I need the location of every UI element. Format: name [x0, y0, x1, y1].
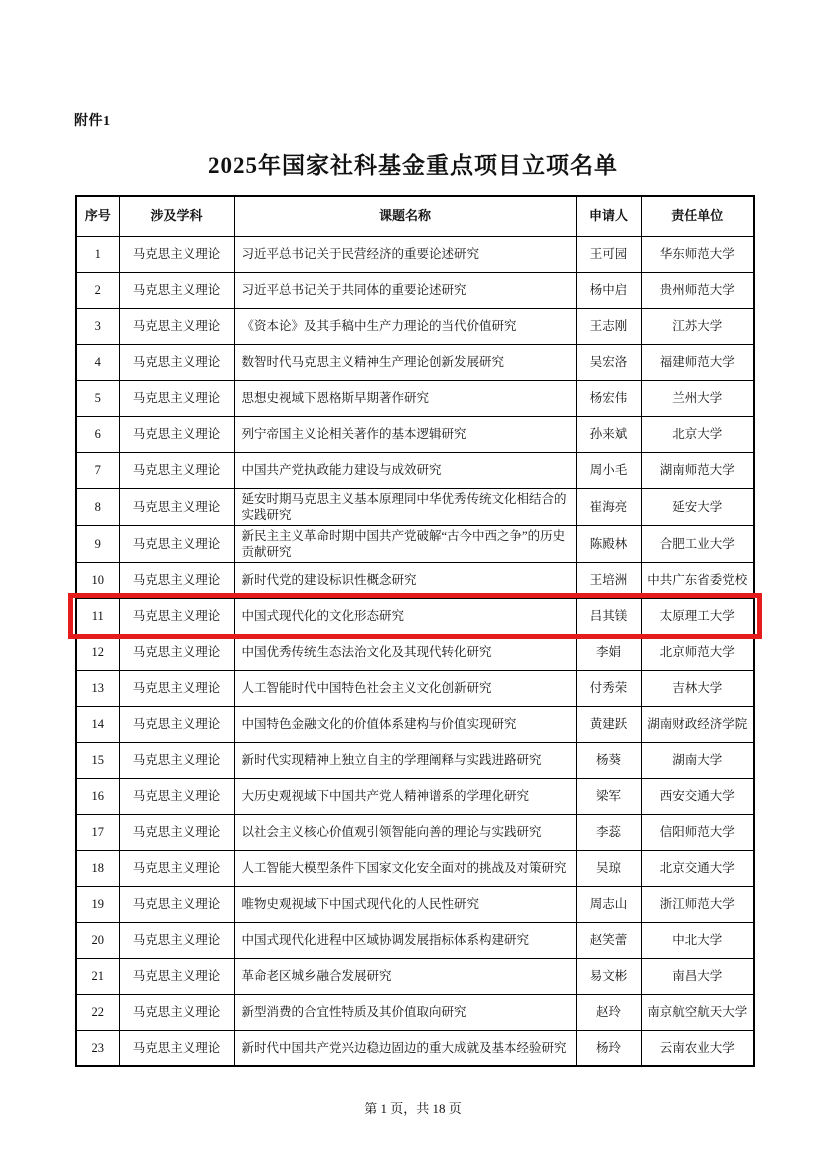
- cell-applicant: 崔海亮: [576, 488, 641, 525]
- col-header-no: 序号: [76, 196, 119, 236]
- cell-topic: 列宁帝国主义论相关著作的基本逻辑研究: [234, 416, 576, 452]
- cell-applicant: 吴宏洛: [576, 344, 641, 380]
- cell-topic: 中国式现代化的文化形态研究: [234, 598, 576, 634]
- cell-no: 5: [76, 380, 119, 416]
- cell-applicant: 吕其镁: [576, 598, 641, 634]
- col-header-applicant: 申请人: [576, 196, 641, 236]
- cell-applicant: 梁军: [576, 778, 641, 814]
- cell-discipline: 马克思主义理论: [119, 452, 234, 488]
- cell-applicant: 陈殿林: [576, 525, 641, 562]
- cell-unit: 云南农业大学: [641, 1030, 754, 1066]
- cell-unit: 北京大学: [641, 416, 754, 452]
- cell-topic: 《资本论》及其手稿中生产力理论的当代价值研究: [234, 308, 576, 344]
- cell-applicant: 孙来斌: [576, 416, 641, 452]
- table-row: [76, 742, 754, 778]
- cell-unit: 北京师范大学: [641, 634, 754, 670]
- table-row: [76, 1030, 754, 1066]
- cell-topic: 新时代党的建设标识性概念研究: [234, 562, 576, 598]
- cell-topic: 数智时代马克思主义精神生产理论创新发展研究: [234, 344, 576, 380]
- cell-no: 6: [76, 416, 119, 452]
- cell-unit: 福建师范大学: [641, 344, 754, 380]
- table-row: [76, 814, 754, 850]
- cell-no: 4: [76, 344, 119, 380]
- cell-unit: 吉林大学: [641, 670, 754, 706]
- table-row: [76, 308, 754, 344]
- cell-applicant: 杨葵: [576, 742, 641, 778]
- cell-no: 10: [76, 562, 119, 598]
- cell-topic: 习近平总书记关于共同体的重要论述研究: [234, 272, 576, 308]
- table-row: [76, 634, 754, 670]
- cell-discipline: 马克思主义理论: [119, 634, 234, 670]
- cell-discipline: 马克思主义理论: [119, 670, 234, 706]
- cell-discipline: 马克思主义理论: [119, 886, 234, 922]
- cell-unit: 兰州大学: [641, 380, 754, 416]
- cell-discipline: 马克思主义理论: [119, 742, 234, 778]
- attachment-label: 附件1: [74, 114, 111, 129]
- table-row: [76, 850, 754, 886]
- cell-applicant: 李娟: [576, 634, 641, 670]
- cell-topic: 人工智能大模型条件下国家文化安全面对的挑战及对策研究: [234, 850, 576, 886]
- projects-table: [75, 195, 755, 1067]
- cell-no: 20: [76, 922, 119, 958]
- cell-topic: 中国式现代化进程中区域协调发展指标体系构建研究: [234, 922, 576, 958]
- cell-unit: 太原理工大学: [641, 598, 754, 634]
- cell-discipline: 马克思主义理论: [119, 525, 234, 562]
- cell-no: 7: [76, 452, 119, 488]
- table-row: [76, 994, 754, 1030]
- table-row: [76, 922, 754, 958]
- cell-topic: 新型消费的合宜性特质及其价值取向研究: [234, 994, 576, 1030]
- cell-topic: 新时代中国共产党兴边稳边固边的重大成就及基本经验研究: [234, 1030, 576, 1066]
- cell-topic: 唯物史观视域下中国式现代化的人民性研究: [234, 886, 576, 922]
- cell-applicant: 付秀荣: [576, 670, 641, 706]
- cell-applicant: 周小毛: [576, 452, 641, 488]
- col-header-topic: 课题名称: [234, 196, 576, 236]
- cell-applicant: 李蕊: [576, 814, 641, 850]
- cell-unit: 浙江师范大学: [641, 886, 754, 922]
- cell-topic: 思想史视域下恩格斯早期著作研究: [234, 380, 576, 416]
- cell-unit: 西安交通大学: [641, 778, 754, 814]
- table-row: [76, 670, 754, 706]
- cell-discipline: 马克思主义理论: [119, 706, 234, 742]
- cell-topic: 习近平总书记关于民营经济的重要论述研究: [234, 236, 576, 272]
- cell-no: 13: [76, 670, 119, 706]
- cell-no: 2: [76, 272, 119, 308]
- cell-topic: 中国特色金融文化的价值体系建构与价值实现研究: [234, 706, 576, 742]
- table-row: [76, 488, 754, 525]
- cell-applicant: 杨宏伟: [576, 380, 641, 416]
- table-row: [76, 958, 754, 994]
- table-header-row: [76, 196, 754, 236]
- cell-applicant: 王志刚: [576, 308, 641, 344]
- cell-discipline: 马克思主义理论: [119, 958, 234, 994]
- table-row: [76, 562, 754, 598]
- table-row: [76, 380, 754, 416]
- cell-no: 18: [76, 850, 119, 886]
- table-row: [76, 416, 754, 452]
- table-row: [76, 272, 754, 308]
- cell-no: 14: [76, 706, 119, 742]
- cell-discipline: 马克思主义理论: [119, 814, 234, 850]
- cell-unit: 湖南大学: [641, 742, 754, 778]
- cell-unit: 华东师范大学: [641, 236, 754, 272]
- cell-no: 9: [76, 525, 119, 562]
- cell-discipline: 马克思主义理论: [119, 344, 234, 380]
- cell-applicant: 王可园: [576, 236, 641, 272]
- col-header-discipline: 涉及学科: [119, 196, 234, 236]
- cell-unit: 中共广东省委党校: [641, 562, 754, 598]
- cell-discipline: 马克思主义理论: [119, 488, 234, 525]
- table-row: [76, 344, 754, 380]
- cell-no: 16: [76, 778, 119, 814]
- cell-discipline: 马克思主义理论: [119, 850, 234, 886]
- page-title: 2025年国家社科基金重点项目立项名单: [208, 153, 618, 178]
- cell-topic: 中国优秀传统生态法治文化及其现代转化研究: [234, 634, 576, 670]
- cell-no: 17: [76, 814, 119, 850]
- page-footer: 第 1 页，共 18 页: [364, 1101, 462, 1116]
- cell-no: 3: [76, 308, 119, 344]
- cell-topic: 延安时期马克思主义基本原理同中华优秀传统文化相结合的实践研究: [234, 488, 576, 525]
- cell-applicant: 易文彬: [576, 958, 641, 994]
- cell-applicant: 黄建跃: [576, 706, 641, 742]
- cell-discipline: 马克思主义理论: [119, 416, 234, 452]
- cell-unit: 中北大学: [641, 922, 754, 958]
- cell-discipline: 马克思主义理论: [119, 994, 234, 1030]
- cell-discipline: 马克思主义理论: [119, 272, 234, 308]
- cell-discipline: 马克思主义理论: [119, 562, 234, 598]
- cell-unit: 南京航空航天大学: [641, 994, 754, 1030]
- cell-discipline: 马克思主义理论: [119, 922, 234, 958]
- cell-unit: 延安大学: [641, 488, 754, 525]
- table-row: [76, 525, 754, 562]
- cell-topic: 革命老区城乡融合发展研究: [234, 958, 576, 994]
- cell-no: 23: [76, 1030, 119, 1066]
- cell-applicant: 王培洲: [576, 562, 641, 598]
- cell-no: 15: [76, 742, 119, 778]
- cell-unit: 信阳师范大学: [641, 814, 754, 850]
- cell-discipline: 马克思主义理论: [119, 236, 234, 272]
- cell-unit: 湖南财政经济学院: [641, 706, 754, 742]
- cell-discipline: 马克思主义理论: [119, 380, 234, 416]
- cell-unit: 湖南师范大学: [641, 452, 754, 488]
- cell-topic: 新时代实现精神上独立自主的学理阐释与实践进路研究: [234, 742, 576, 778]
- table-row: [76, 236, 754, 272]
- cell-discipline: 马克思主义理论: [119, 778, 234, 814]
- cell-unit: 贵州师范大学: [641, 272, 754, 308]
- cell-no: 11: [76, 598, 119, 634]
- table-row: [76, 706, 754, 742]
- cell-discipline: 马克思主义理论: [119, 598, 234, 634]
- cell-applicant: 赵笑蕾: [576, 922, 641, 958]
- cell-topic: 人工智能时代中国特色社会主义文化创新研究: [234, 670, 576, 706]
- cell-topic: 新民主主义革命时期中国共产党破解“古今中西之争”的历史贡献研究: [234, 525, 576, 562]
- table-row: [76, 778, 754, 814]
- cell-unit: 南昌大学: [641, 958, 754, 994]
- cell-unit: 合肥工业大学: [641, 525, 754, 562]
- cell-unit: 北京交通大学: [641, 850, 754, 886]
- cell-no: 19: [76, 886, 119, 922]
- cell-topic: 中国共产党执政能力建设与成效研究: [234, 452, 576, 488]
- cell-no: 1: [76, 236, 119, 272]
- cell-no: 21: [76, 958, 119, 994]
- cell-discipline: 马克思主义理论: [119, 1030, 234, 1066]
- cell-no: 12: [76, 634, 119, 670]
- cell-applicant: 杨玲: [576, 1030, 641, 1066]
- col-header-unit: 责任单位: [641, 196, 754, 236]
- cell-unit: 江苏大学: [641, 308, 754, 344]
- cell-topic: 以社会主义核心价值观引领智能向善的理论与实践研究: [234, 814, 576, 850]
- cell-no: 8: [76, 488, 119, 525]
- table-row: [76, 598, 754, 634]
- cell-no: 22: [76, 994, 119, 1030]
- cell-applicant: 周志山: [576, 886, 641, 922]
- cell-discipline: 马克思主义理论: [119, 308, 234, 344]
- cell-applicant: 赵玲: [576, 994, 641, 1030]
- cell-applicant: 吴琼: [576, 850, 641, 886]
- cell-applicant: 杨中启: [576, 272, 641, 308]
- table-row: [76, 452, 754, 488]
- table-row: [76, 886, 754, 922]
- cell-topic: 大历史观视域下中国共产党人精神谱系的学理化研究: [234, 778, 576, 814]
